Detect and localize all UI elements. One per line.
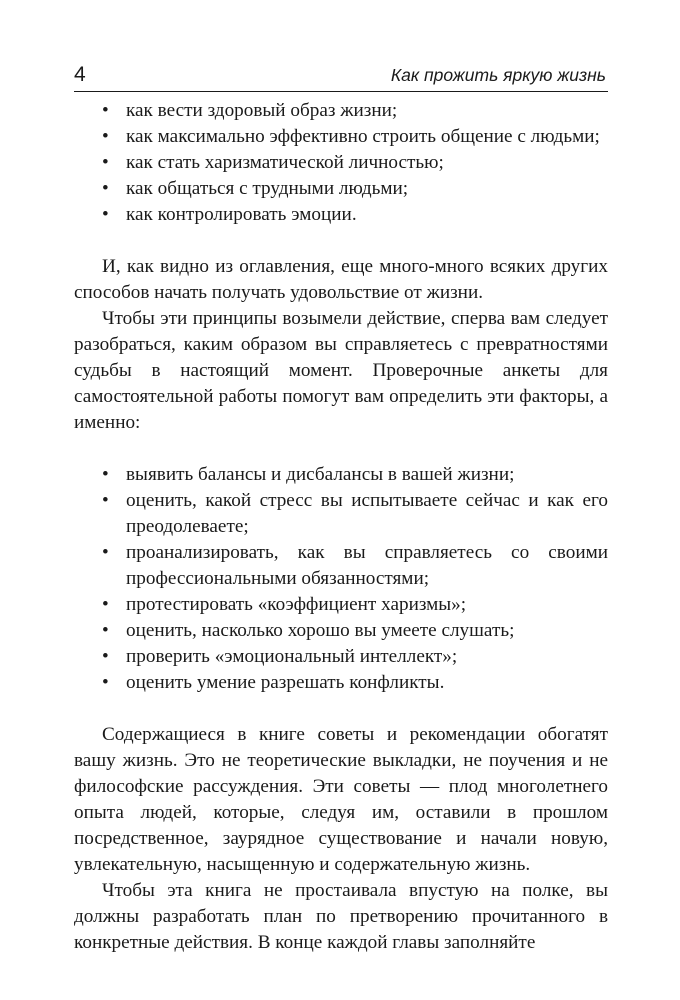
list-item: • проанализировать, как вы справляетесь со своими профессиональными обязанностями; <box>74 540 608 592</box>
topics-list <box>74 98 608 228</box>
list-item: • оценить, какой стресс вы испытываете сейчас и как его преодолеваете; <box>74 488 608 540</box>
spacer <box>74 436 608 462</box>
spacer <box>74 228 608 254</box>
list-item: • проверить «эмоциональный интеллект»; <box>74 644 608 670</box>
list-item: • как максимально эффективно строить общение с людьми; <box>74 124 608 150</box>
page-header <box>74 62 608 92</box>
list-item: • как контролировать эмоции. <box>74 202 608 228</box>
paragraph: И, как видно из оглавления, еще много-много всяких других способов начать получать удовольствие от жизни. <box>74 256 608 303</box>
page-number: 4 <box>74 63 86 86</box>
list-item: • оценить умение разрешать конфликты. <box>74 670 608 696</box>
questionnaire-list <box>74 462 608 696</box>
list-item: • как стать харизматической личностью; <box>74 150 608 176</box>
list-item: • выявить балансы и дисбалансы в вашей жизни; <box>74 462 608 488</box>
header-rule <box>74 91 608 92</box>
paragraph: Содержащиеся в книге советы и рекомендации обогатят вашу жизнь. Это не теоретические выкладки, не поучения и не философские рассуждения. Эти советы — плод многолетнего опыта людей, которые, следуя им, оставили в прошлом посредственное, заурядное существование и начали новую, увлекательную, насыщенную и содержательную жизнь. <box>74 724 608 875</box>
list-item: • оценить, насколько хорошо вы умеете слушать; <box>74 618 608 644</box>
running-title: Как прожить яркую жизнь <box>390 65 606 85</box>
list-item: • как вести здоровый образ жизни; <box>74 98 608 124</box>
paragraph: Чтобы эта книга не простаивала впустую на полке, вы должны разработать план по претворению прочитанного в конкретные действия. В конце каждой главы заполняйте <box>74 880 608 953</box>
paragraph: Чтобы эти принципы возымели действие, сперва вам следует разобраться, каким образом вы справляетесь с превратностями судьбы в настоящий момент. Проверочные анкеты для самостоятельной работы помогут вам определить эти факторы, а именно: <box>74 308 608 433</box>
spacer <box>74 696 608 722</box>
list-item: • как общаться с трудными людьми; <box>74 176 608 202</box>
list-item: • протестировать «коэффициент харизмы»; <box>74 592 608 618</box>
body-text <box>74 98 608 956</box>
